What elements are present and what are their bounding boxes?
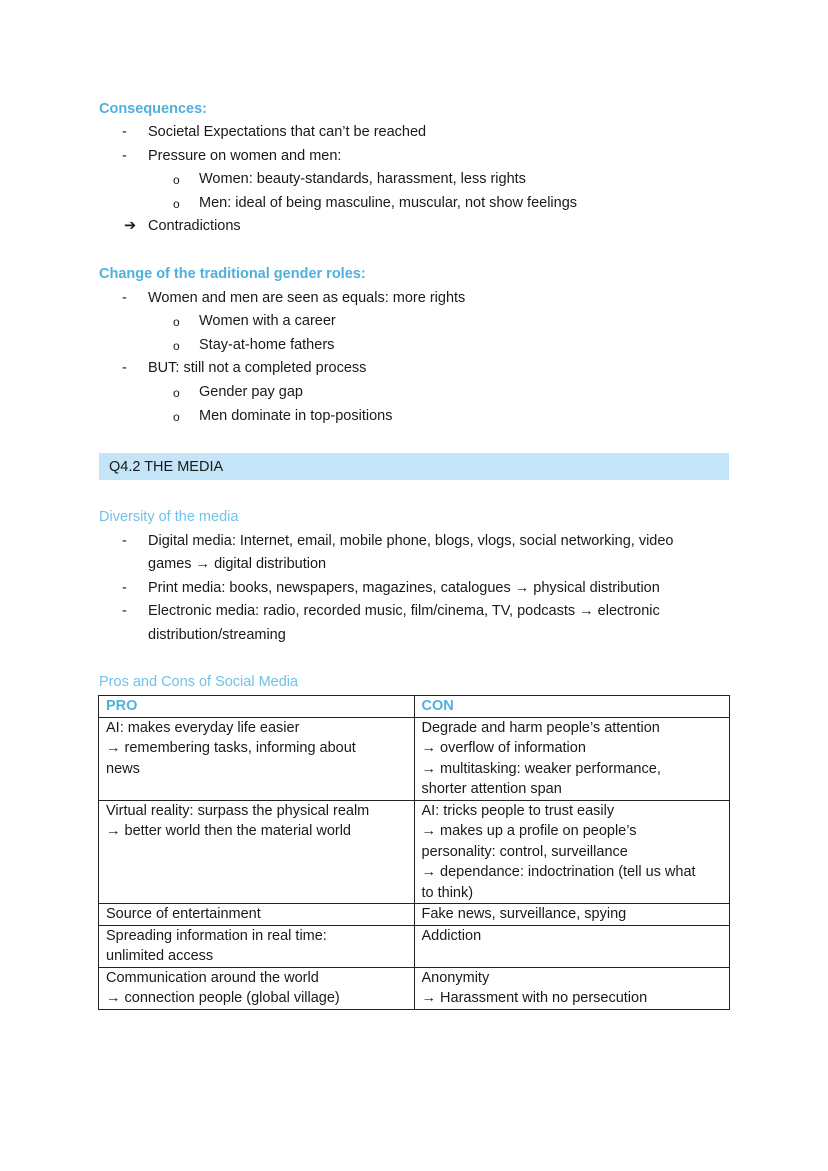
consequences-arrow-item: Contradictions xyxy=(148,218,241,234)
table-row xyxy=(99,800,730,904)
cell-text-line: → makes up a profile on people’s xyxy=(421,823,637,839)
cell-text-line: shorter attention span xyxy=(421,781,562,797)
cell-text-line: Virtual reality: surpass the physical realm xyxy=(106,802,370,819)
diversity-item: Digital media: Internet, email, mobile phone, blogs, vlogs, social networking, video xyxy=(148,533,674,549)
con-cell xyxy=(414,800,730,904)
bullet-circle-icon: o xyxy=(173,173,180,187)
bullet-circle-icon: o xyxy=(173,339,180,353)
diversity-item: Print media: books, newspapers, magazines, catalogues → physical distribution xyxy=(148,580,660,596)
section-header-bar xyxy=(99,453,729,480)
pro-cell xyxy=(99,925,415,967)
consequences-heading: Consequences: xyxy=(99,101,207,117)
pro-cell xyxy=(99,967,415,1009)
con-cell xyxy=(414,904,730,926)
diversity-item: Electronic media: radio, recorded music, film/cinema, TV, podcasts → electronic xyxy=(148,603,660,619)
con-cell xyxy=(414,967,730,1009)
diversity-heading: Diversity of the media xyxy=(99,509,239,525)
bullet-dash: - xyxy=(122,290,127,306)
change-subitem: Stay-at-home fathers xyxy=(199,337,335,353)
section-title: Q4.2 THE MEDIA xyxy=(109,459,224,475)
table-row xyxy=(99,904,730,926)
cell-text-line: AI: tricks people to trust easily xyxy=(421,802,615,819)
bullet-circle-icon: o xyxy=(173,197,180,211)
cell-text-line: Fake news, surveillance, spying xyxy=(421,906,627,922)
cell-text-line: → overflow of information xyxy=(421,740,586,756)
table-row xyxy=(99,717,730,800)
change-item: BUT: still not a completed process xyxy=(148,360,367,376)
bullet-dash: - xyxy=(122,603,127,619)
cell-text-line: personality: control, surveillance xyxy=(421,843,628,860)
cell-text-line: Spreading information in real time: xyxy=(106,927,327,944)
cell-text-line: news xyxy=(106,760,140,777)
change-subitem: Women with a career xyxy=(199,313,336,329)
table-row xyxy=(99,967,730,1009)
proscons-heading: Pros and Cons of Social Media xyxy=(99,674,299,690)
cell-text-line: to think) xyxy=(421,884,474,901)
cell-text-line: Communication around the world xyxy=(106,969,319,986)
pro-header: PRO xyxy=(99,696,415,718)
bullet-dash: - xyxy=(122,580,127,596)
bullet-circle-icon: o xyxy=(173,386,180,400)
con-cell xyxy=(414,925,730,967)
cell-text-line: Anonymity xyxy=(421,969,490,986)
change-item: Women and men are seen as equals: more rights xyxy=(148,290,466,306)
bullet-circle-icon: o xyxy=(173,315,180,329)
cell-text-line: → dependance: indoctrination (tell us what xyxy=(421,864,696,880)
diversity-item-continuation: distribution/streaming xyxy=(148,627,286,643)
table-row xyxy=(99,925,730,967)
pro-cell xyxy=(99,717,415,800)
change-heading: Change of the traditional gender roles: xyxy=(99,266,366,282)
bullet-dash: - xyxy=(122,124,127,140)
cell-text-line: Source of entertainment xyxy=(106,906,261,922)
cell-text-line: AI: makes everyday life easier xyxy=(106,719,300,736)
consequences-item: Societal Expectations that can’t be reached xyxy=(148,124,427,140)
arrow-right-icon: ➔ xyxy=(124,218,137,234)
con-cell xyxy=(414,717,730,800)
consequences-subitem: Women: beauty-standards, harassment, less rights xyxy=(199,171,526,187)
bullet-circle-icon: o xyxy=(173,410,180,424)
cell-text-line: → multitasking: weaker performance, xyxy=(421,760,661,777)
pro-cell xyxy=(99,904,415,926)
cell-text-line: unlimited access xyxy=(106,948,214,964)
cell-text-line: Addiction xyxy=(421,927,482,944)
cell-text-line: → remembering tasks, informing about xyxy=(106,740,356,756)
pro-cell xyxy=(99,800,415,904)
consequences-item: Pressure on women and men: xyxy=(148,148,342,164)
cell-text-line: → connection people (global village) xyxy=(106,990,340,1006)
change-subitem: Men dominate in top-positions xyxy=(199,408,393,424)
cell-text-line: → better world then the material world xyxy=(106,823,351,839)
consequences-subitem: Men: ideal of being masculine, muscular, not show feelings xyxy=(199,195,578,211)
proscons-table xyxy=(98,695,730,1010)
cell-text-line: Degrade and harm people’s attention xyxy=(421,719,660,736)
bullet-dash: - xyxy=(122,533,127,549)
cell-text-line: → Harassment with no persecution xyxy=(421,990,648,1006)
table-header-row xyxy=(99,696,730,718)
change-subitem: Gender pay gap xyxy=(199,384,303,400)
bullet-dash: - xyxy=(122,148,127,164)
con-header: CON xyxy=(414,696,730,718)
diversity-item-continuation: games → digital distribution xyxy=(148,556,327,572)
bullet-dash: - xyxy=(122,360,127,376)
